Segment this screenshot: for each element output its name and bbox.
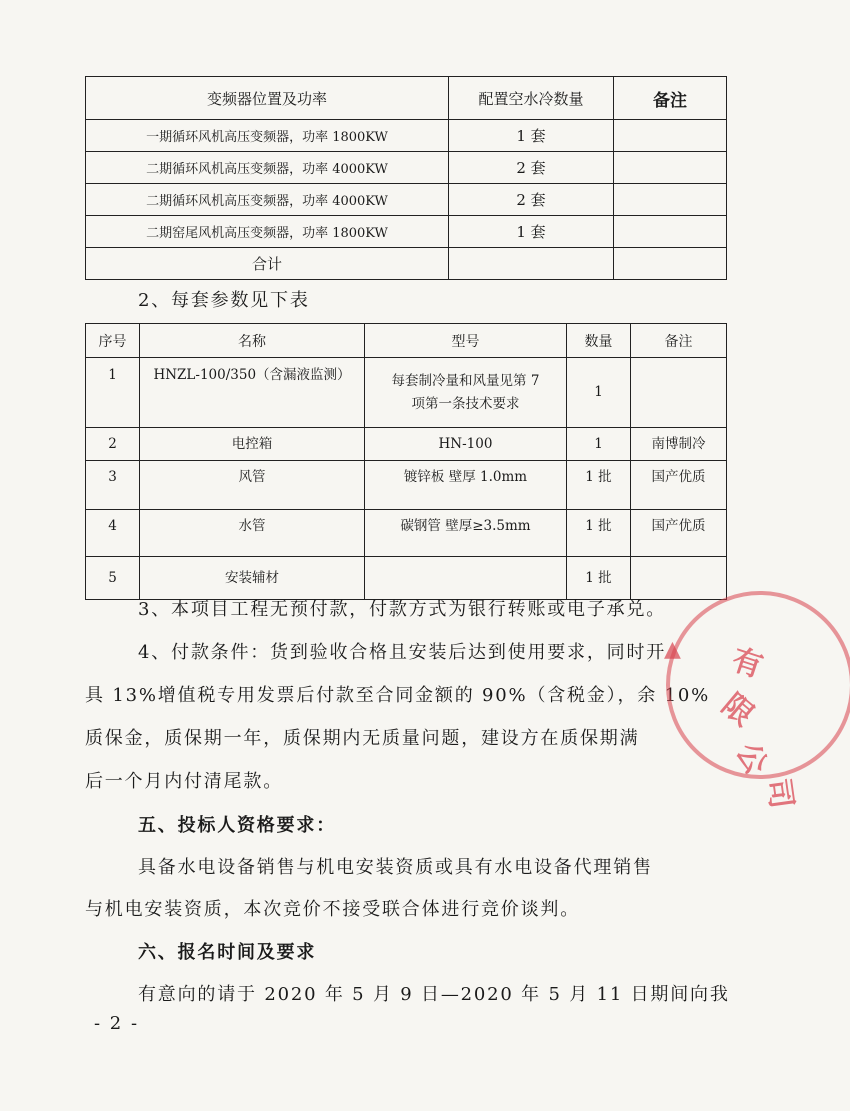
header-qty: 数量 <box>567 324 631 358</box>
header-model: 型号 <box>365 324 567 358</box>
cell-remark <box>614 152 727 184</box>
table-row <box>86 461 727 510</box>
cell-name: 安装辅材 <box>140 557 365 600</box>
total-row <box>86 248 727 280</box>
table-row <box>86 428 727 461</box>
cell-name: 电控箱 <box>140 428 365 461</box>
qualification-line-2: 与机电安装资质，本次竞价不接受联合体进行竞价谈判。 <box>85 899 580 920</box>
cell-remark <box>614 216 727 248</box>
table-header-row <box>86 324 727 358</box>
cell-name: 水管 <box>140 510 365 557</box>
cell-quantity: 2 套 <box>449 184 614 216</box>
inverter-cooling-table <box>85 76 727 280</box>
table-row <box>86 120 727 152</box>
cell-qty: 1 批 <box>567 557 631 600</box>
header-quantity: 配置空水冷数量 <box>449 77 614 120</box>
section-6-heading: 六、报名时间及要求 <box>138 942 317 963</box>
table-row <box>86 184 727 216</box>
cell-quantity: 1 套 <box>449 120 614 152</box>
table-row <box>86 152 727 184</box>
header-name: 名称 <box>140 324 365 358</box>
section-5-heading: 五、投标人资格要求： <box>138 815 336 836</box>
cell-remark: 国产优质 <box>631 510 727 557</box>
payment-terms-line-4: 后一个月内付清尾款。 <box>85 771 283 792</box>
qualification-line-1: 具备水电设备销售与机电安装资质或具有水电设备代理销售 <box>138 857 653 878</box>
stamp-char: 有 <box>727 642 767 685</box>
cell-no: 1 <box>86 358 140 428</box>
cell-model <box>365 358 567 428</box>
cell-name: HNZL-100/350（含漏液监测） <box>140 358 365 428</box>
model-line: 每套制冷量和风量见第 7 <box>391 372 540 389</box>
stamp-char: 公 <box>728 737 774 781</box>
cell-location: 二期窑尾风机高压变频器，功率 1800KW <box>86 216 449 248</box>
cell-location: 二期循环风机高压变频器，功率 4000KW <box>86 152 449 184</box>
table-row <box>86 216 727 248</box>
cell-model: 碳钢管 壁厚≥3.5mm <box>365 510 567 557</box>
cell-qty: 1 <box>567 428 631 461</box>
stamp-char: 限 <box>714 687 761 734</box>
cell-model: 镀锌板 壁厚 1.0mm <box>365 461 567 510</box>
payment-terms-line-3: 质保金，质保期一年，质保期内无质量问题，建设方在质保期满 <box>85 728 640 749</box>
cell-remark <box>631 358 727 428</box>
registration-line-1: 有意向的请于 2020 年 5 月 9 日—2020 年 5 月 11 日期间向我 <box>138 984 730 1005</box>
payment-terms-line-2: 具 13%增值税专用发票后付款至合同金额的 90%（含税金），余 10% <box>85 685 710 706</box>
section-2-title: 2、每套参数见下表 <box>138 290 310 311</box>
cell-location: 一期循环风机高压变频器，功率 1800KW <box>86 120 449 152</box>
cell-qty: 1 批 <box>567 510 631 557</box>
page-number: - 2 - <box>94 1013 140 1034</box>
cell-model: HN-100 <box>365 428 567 461</box>
cell-remark: 国产优质 <box>631 461 727 510</box>
cell-remark <box>614 120 727 152</box>
table-row <box>86 358 727 428</box>
table-row <box>86 510 727 557</box>
cell-no: 2 <box>86 428 140 461</box>
total-remark <box>614 248 727 280</box>
header-remark: 备注 <box>614 77 727 120</box>
header-location: 变频器位置及功率 <box>86 77 449 120</box>
cell-quantity: 1 套 <box>449 216 614 248</box>
stamp-char: 司 <box>760 776 799 811</box>
cell-quantity: 2 套 <box>449 152 614 184</box>
table-header-row <box>86 77 727 120</box>
cell-remark: 南博制冷 <box>631 428 727 461</box>
cell-location: 二期循环风机高压变频器，功率 4000KW <box>86 184 449 216</box>
cell-no: 5 <box>86 557 140 600</box>
cell-remark <box>614 184 727 216</box>
parameters-table <box>85 323 727 600</box>
cell-qty: 1 批 <box>567 461 631 510</box>
cell-no: 4 <box>86 510 140 557</box>
model-line: 项第一条技术要求 <box>411 395 520 412</box>
total-quantity <box>449 248 614 280</box>
stamp-star: ▲ <box>664 637 681 662</box>
cell-qty: 1 <box>567 358 631 428</box>
header-remark: 备注 <box>631 324 727 358</box>
payment-terms-line-1: 4、付款条件：货到验收合格且安装后达到使用要求，同时开 <box>138 642 667 663</box>
cell-no: 3 <box>86 461 140 510</box>
header-no: 序号 <box>86 324 140 358</box>
payment-method-paragraph: 3、本项目工程无预付款，付款方式为银行转账或电子承兑。 <box>138 599 667 620</box>
total-label: 合计 <box>86 248 449 280</box>
cell-name: 风管 <box>140 461 365 510</box>
